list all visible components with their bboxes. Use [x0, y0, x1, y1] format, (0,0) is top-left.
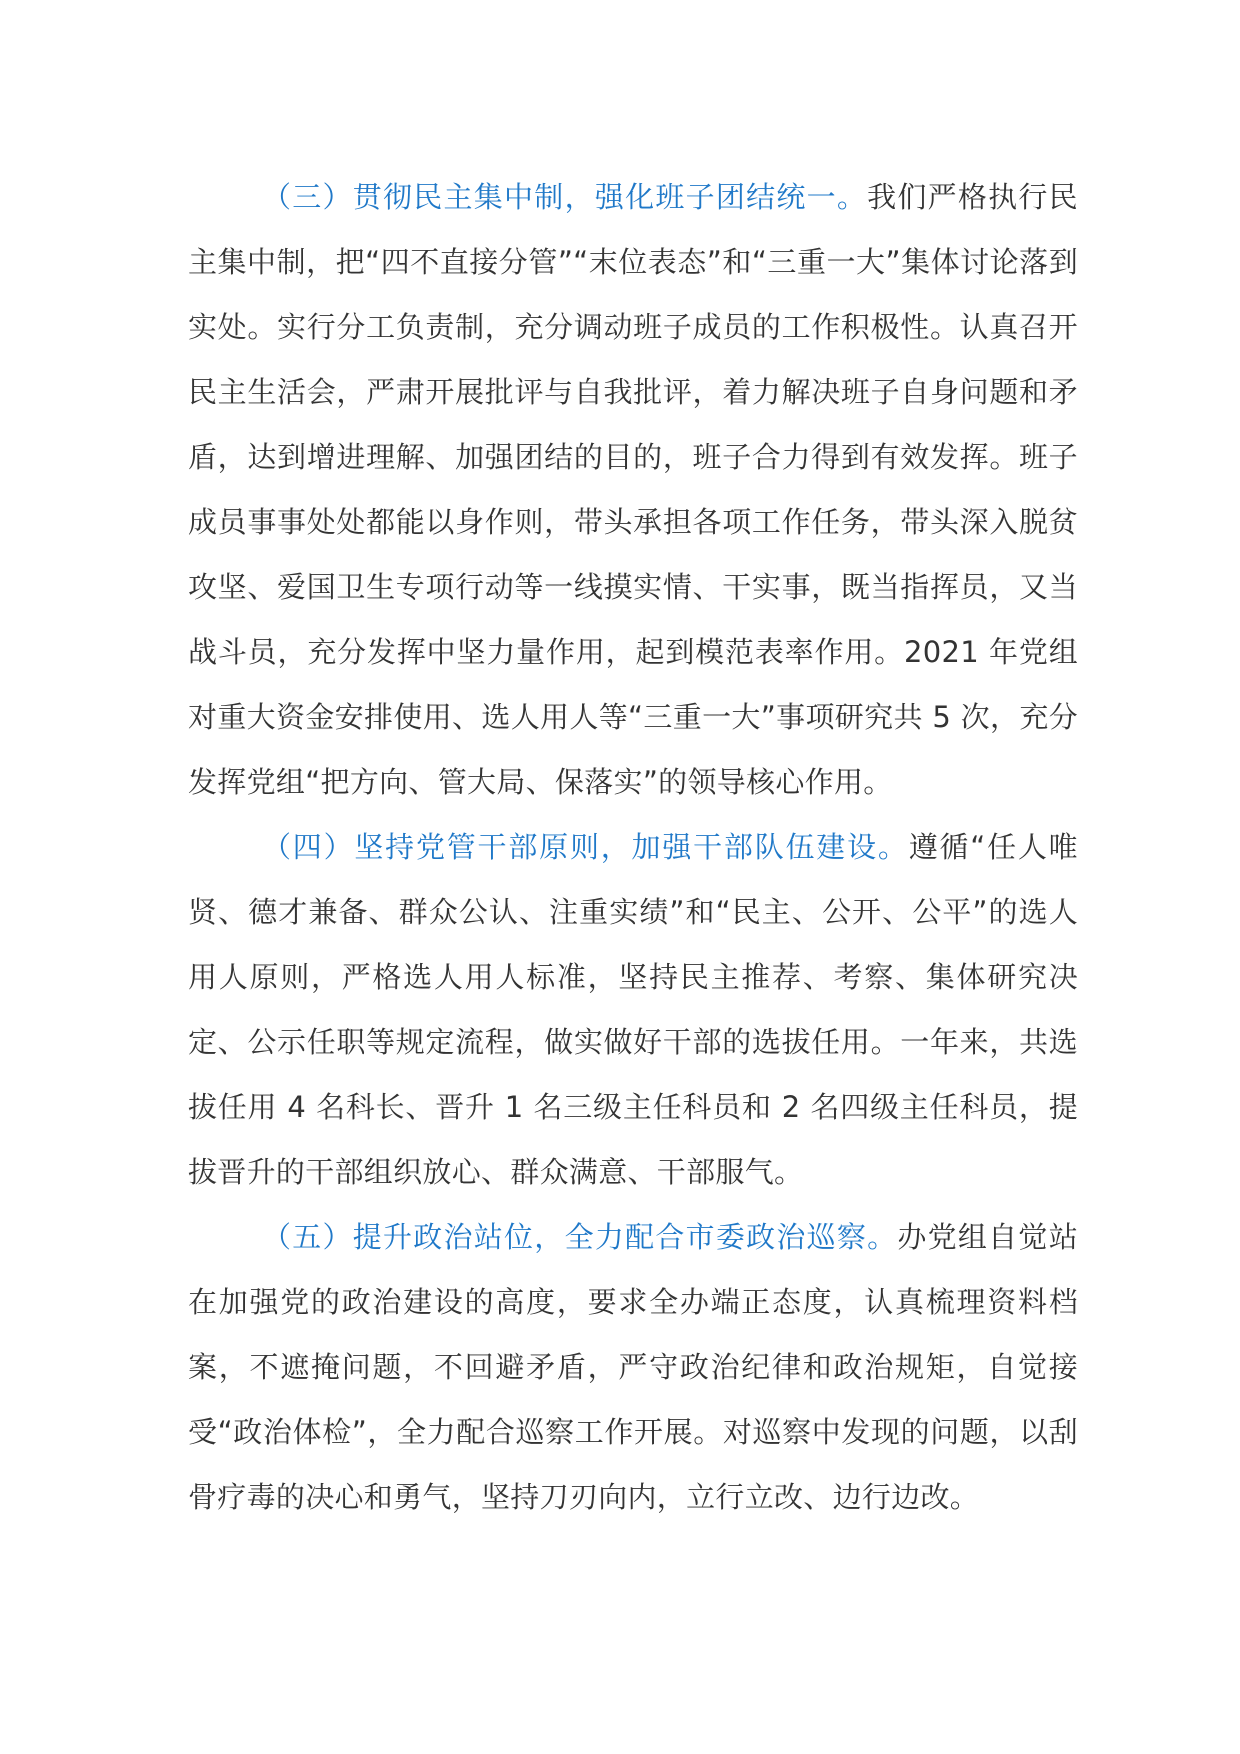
paragraph-5	[188, 1205, 1078, 1530]
document-page	[188, 165, 1078, 1530]
section-heading-5: （五）提升政治站位，全力配合市委政治巡察。	[262, 1220, 898, 1254]
section-body-5: 办党组自觉站在加强党的政治建设的高度，要求全办端正态度，认真梳理资料档案，不遮掩问题，不回避矛盾，严守政治纪律和政治规矩，自觉接受“政治体检”，全力配合巡察工作开展。对巡察中发现的问题，以刮骨疗毒的决心和勇气，坚持刀刃向内，立行立改、边行边改。	[188, 1220, 1078, 1514]
section-body-3: 我们严格执行民主集中制，把“四不直接分管”“末位表态”和“三重一大”集体讨论落到实处。实行分工负责制，充分调动班子成员的工作积极性。认真召开民主生活会，严肃开展批评与自我批评，着力解决班子自身问题和矛盾，达到增进理解、加强团结的目的，班子合力得到有效发挥。班子成员事事处处都能以身作则，带头承担各项工作任务，带头深入脱贫攻坚、爱国卫生专项行动等一线摸实情、干实事，既当指挥员，又当战斗员，充分发挥中坚力量作用，起到模范表率作用。2021 年党组对重大资金安排使用、选人用人等“三重一大”事项研究共 5 次，充分发挥党组“把方向、管大局、保落实”的领导核心作用。	[188, 180, 1078, 799]
paragraph-3	[188, 165, 1078, 815]
section-body-4: 遵循“任人唯贤、德才兼备、群众公认、注重实绩”和“民主、公开、公平”的选人用人原则，严格选人用人标准，坚持民主推荐、考察、集体研究决定、公示任职等规定流程，做实做好干部的选拔任用。一年来，共选拔任用 4 名科长、晋升 1 名三级主任科员和 2 名四级主任科员，提拔晋升的干部组织放心、群众满意、干部服气。	[188, 830, 1078, 1189]
section-heading-4: （四）坚持党管干部原则，加强干部队伍建设。	[262, 830, 909, 864]
section-heading-3: （三）贯彻民主集中制，强化班子团结统一。	[262, 180, 868, 214]
paragraph-4	[188, 815, 1078, 1205]
